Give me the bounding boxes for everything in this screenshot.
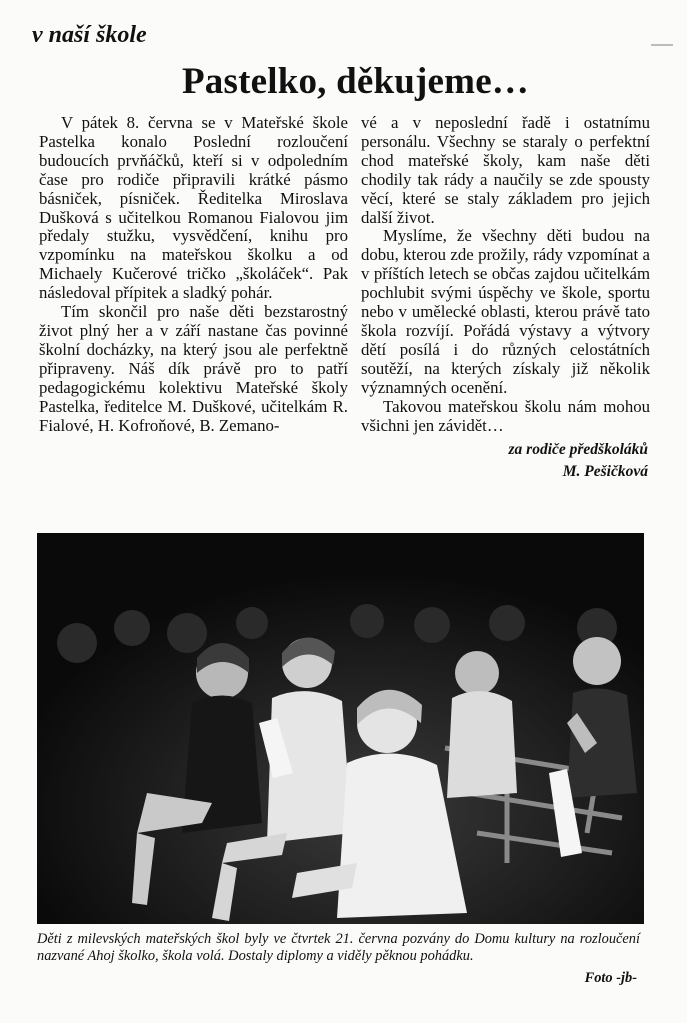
section-label: v naší škole [32,22,147,48]
edge-mark [651,44,673,46]
author-name: M. Pešičková [562,463,648,481]
article-paragraph: V pátek 8. června se v Mateřské škole Pastelka konalo Poslední rozloučení budoucích prvňáčků, kteří si v odpoledním čase pro rodiče připravili krátké pásmo básniček, písniček. Ředitelka Miroslava Dušková s učitelkou Romanou Fialovou jim předaly stužku, vysvědčení, knihu pro vzpomínku na mateřskou školku a od Michaely Kučerové tričko „školáček“. Pak následoval přípitek a sladký pohár. [39,113,348,303]
article-column-left [39,114,348,435]
article-column-right [361,114,650,483]
photo-credit: Foto -jb- [584,970,637,986]
article-signature [361,439,650,483]
photo-caption: Děti z milevských mateřských škol byly ve čtvrtek 21. června pozvány do Domu kultury na rozloučení nazvané Ahoj školko, škola volá. Dostaly diplomy a viděly pěknou pohádku. [37,931,640,964]
article-photo [37,533,644,924]
article-paragraph: Tím skončil pro naše děti bezstarostný život plný her a v září nastane čas povinné školní docházky, na který jsou ale perfektně připraveny. Náš dík právě pro to patří pedagogickému kolektivu Mateřské školy Pastelka, ředitelce M. Duškové, učitelkám R. Fialové, H. Kofroňové, B. Zemano- [39,302,348,435]
article-paragraph: vé a v neposlední řadě i ostatnímu personálu. Všechny se staraly o perfektní chod mateřské školy, kam naše děti chodily tak rády a naučily se zde spousty věcí, které se staly základem pro jejich další život. [361,113,650,227]
signature-line: za rodiče předškoláků [508,441,648,459]
article-headline: Pastelko, děkujeme… [181,61,530,102]
children-audience-illustration [37,533,644,924]
article-paragraph: Takovou mateřskou školu nám mohou všichni jen závidět… [361,396,650,435]
article-paragraph: Myslíme, že všechny děti budou na dobu, kterou zde prožily, rády vzpomínat a v příštích letech se občas zajdou učitelkám pochlubit svými úspěchy ve škole, sportu nebo v umělecké oblasti, kterou právě tato škola rozvíjí. Pořádá výstavy a výtvory dětí posílá i do různých celostátních soutěží, na kterých získaly již několik významných ocenění. [361,226,650,397]
